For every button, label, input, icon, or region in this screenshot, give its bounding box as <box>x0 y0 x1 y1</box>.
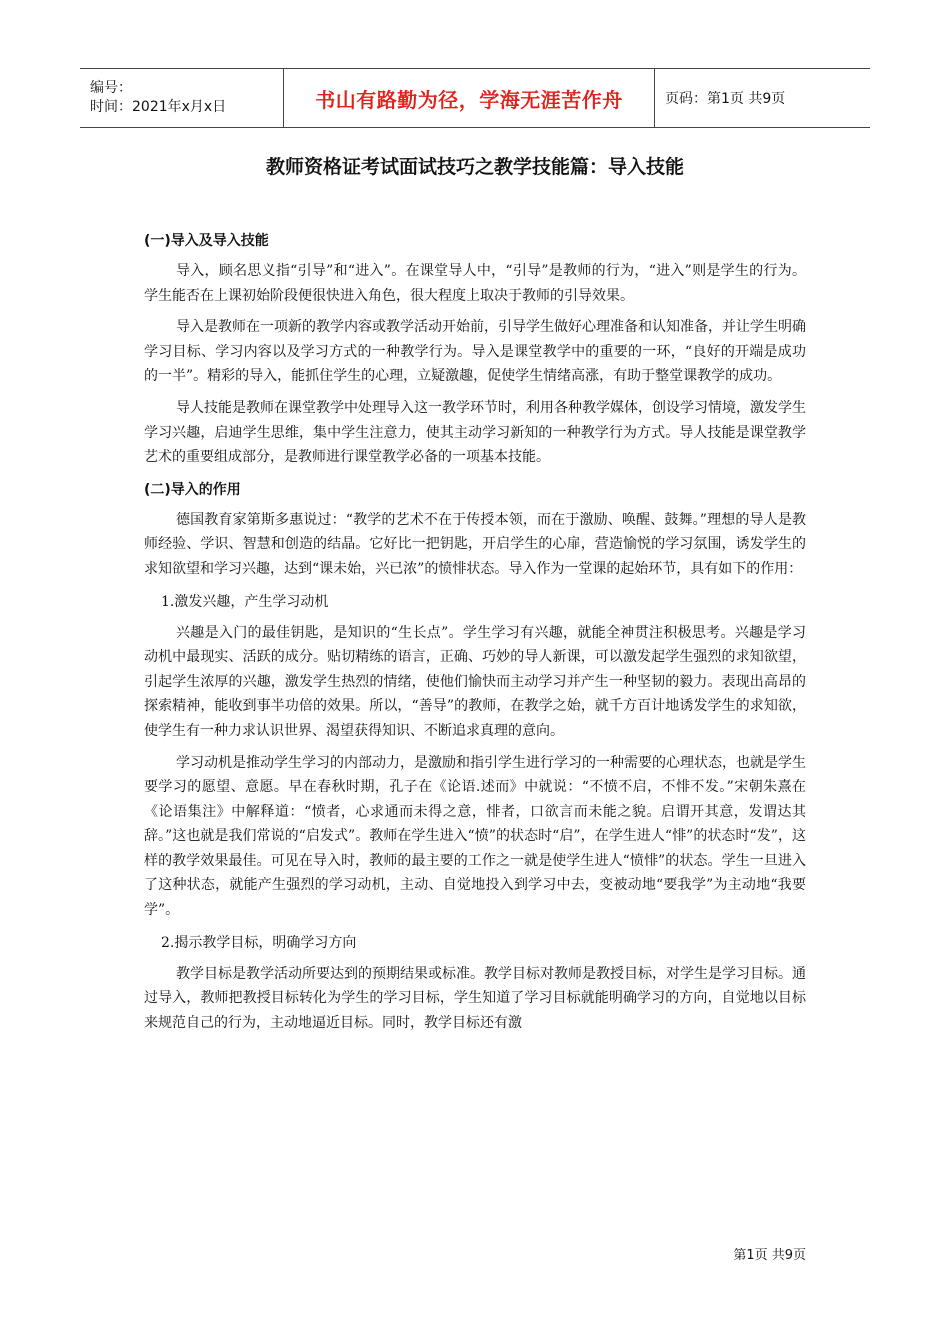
section-heading-2: (二)导入的作用 <box>144 481 241 498</box>
section-heading-1: (一)导入及导入技能 <box>144 233 269 249</box>
number-label: 编号： <box>90 80 132 96</box>
paragraph: 兴趣是入门的最佳钥匙，是知识的“生长点”。学生学习有兴趣，就能全神贯注积极思考。兴趣是学习动机中最现实、活跃的成分。贴切精练的语言，正确、巧妙的导人新课，可以激发起学生强烈的求知欲望，引起学生浓厚的兴趣，激发学生热烈的情绪，使他们愉快而主动学习并产生一种坚韧的毅力。表现出高昂的探索精神，能收到事半功倍的效果。所以，“善导”的教师，在教学之始，就千方百计地诱发学生的求知欲，使学生有一种力求认识世界、渴望获得知识、不断追求真理的意向。 <box>144 624 806 739</box>
page-header <box>80 68 870 128</box>
subheading-1: 1.激发兴趣，产生学习动机 <box>161 593 329 610</box>
document-title: 教师资格证考试面试技巧之教学技能篇：导入技能 <box>265 156 684 178</box>
motto: 书山有路勤为径，学海无涯苦作舟 <box>315 87 623 112</box>
header-page-cell <box>655 69 870 127</box>
page-footer: 第1页 共9页 <box>733 1248 806 1263</box>
paragraph: 导人技能是教师在课堂教学中处理导入这一教学环节时，利用各种教学媒体，创设学习情境，激发学生学习兴趣，启迪学生思维，集中学生注意力，使其主动学习新知的一种教学行为方式。导人技能是课堂教学艺术的重要组成部分，是教师进行课堂教学必备的一项基本技能。 <box>144 399 806 466</box>
header-motto-cell <box>283 69 655 127</box>
paragraph: 教学目标是教学活动所要达到的预期结果或标准。教学目标对教师是教授目标，对学生是学习目标。通过导入，教师把教授目标转化为学生的学习目标，学生知道了学习目标就能明确学习的方向，自觉地以目标来规范自己的行为，主动地逼近目标。同时，教学目标还有激 <box>144 965 806 1031</box>
time-label: 时间：2021年x月x日 <box>90 99 227 115</box>
page-code: 页码：第1页 共9页 <box>665 91 786 107</box>
paragraph: 导入是教师在一项新的教学内容或教学活动开始前，引导学生做好心理准备和认知准备，并让学生明确学习目标、学习内容以及学习方式的一种教学行为。导入是课堂教学中的重要的一环，“良好的开端是成功的一半”。精彩的导入，能抓住学生的心理，立疑激趣，促使学生情绪高涨，有助于整堂课教学的成功。 <box>144 319 806 385</box>
document-body <box>144 228 806 1042</box>
paragraph: 导入，顾名思义指“引导”和“进入”。在课堂导人中，“引导”是教师的行为，“进入”则是学生的行为。学生能否在上课初始阶段便很快进入角色，很大程度上取决于教师的引导效果。 <box>144 263 806 304</box>
paragraph: 学习动机是推动学生学习的内部动力，是激励和指引学生进行学习的一种需要的心理状态，也就是学生要学习的愿望、意愿。早在春秋时期，孔子在《论语.述而》中就说：“不愤不启，不悱不发。”宋朝朱熹在《论语集注》中解释道：“愤者，心求通而未得之意，悱者，口欲言而未能之貌。启谓开其意，发谓达其辞。”这也就是我们常说的“启发式”。教师在学生进入“愤”的状态时“启”，在学生进人“悱”的状态时“发”，这样的教学效果最佳。可见在导入时，教师的最主要的工作之一就是使学生进人“愤悱”的状态。学生一旦进入了这种状态，就能产生强烈的学习动机，主动、自觉地投入到学习中去，变被动地“要我学”为主动地“我要学”。 <box>144 754 806 919</box>
paragraph: 德国教育家第斯多惠说过：“教学的艺术不在于传授本领，而在于激励、唤醒、鼓舞。”理想的导人是教师经验、学识、智慧和创造的结晶。它好比一把钥匙，开启学生的心扉，营造愉悦的学习氛围，诱发学生的求知欲望和学习兴趣，达到“课未始，兴已浓”的愤悱状态。导入作为一堂课的起始环节，具有如下的作用： <box>144 511 806 577</box>
subheading-2: 2.揭示教学目标，明确学习方向 <box>161 934 357 951</box>
header-meta <box>80 69 283 127</box>
